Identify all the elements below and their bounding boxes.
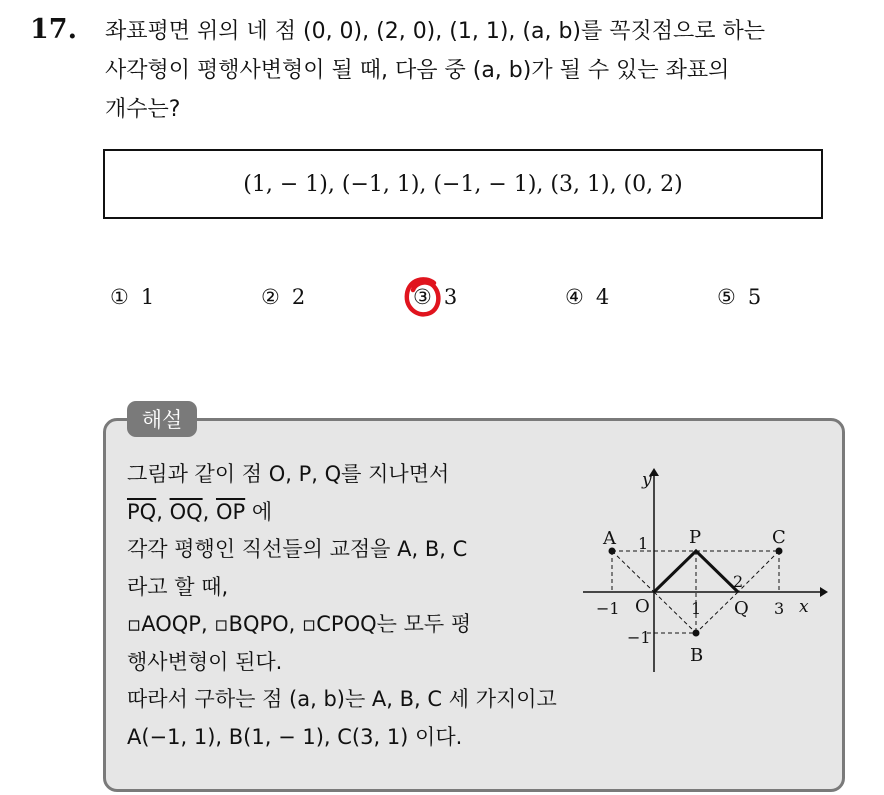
choice-mark: ② [261, 285, 280, 309]
tick-x-1: 1 [691, 599, 702, 618]
tick-x-3: 3 [774, 599, 785, 618]
question-line: 개수는? [105, 97, 181, 122]
triangle-opq [654, 551, 738, 592]
segment-op: $\overline{OP}$ [215, 499, 246, 524]
choice-value: 4 [595, 285, 610, 309]
choice-mark: ① [110, 285, 129, 309]
segment-separator: , [202, 499, 216, 524]
segment-oq: $\overline{OQ}$ [169, 499, 203, 524]
choice-2[interactable] [261, 285, 305, 309]
solution-line: 행사변형이 된다. [127, 649, 283, 674]
y-axis-label: y [642, 470, 652, 490]
solution-line: 따라서 구하는 점 (a, b)는 A, B, C 세 가지이고 [127, 687, 557, 711]
solution-line: A(−1, 1), B(1, − 1), C(3, 1) 이다. [127, 724, 463, 749]
label-a: A [603, 528, 616, 549]
label-c: C [772, 527, 786, 548]
choice-4[interactable] [565, 285, 609, 309]
point-b [693, 630, 700, 637]
segment-suffix: 에 [245, 499, 273, 524]
origin-label: O [635, 596, 650, 617]
tick-x-2: 2 [733, 572, 744, 591]
question-number: 17. [30, 14, 77, 45]
tick-y-1: 1 [638, 534, 649, 553]
choice-1[interactable] [110, 285, 154, 309]
solution-line: 그림과 같이 점 O, P, Q를 지나면서 [127, 462, 450, 486]
coordinate-list-box [103, 149, 823, 219]
choice-value: 3 [443, 285, 458, 309]
question-line: 사각형이 평행사변형이 될 때, 다음 중 (a, b)가 될 수 있는 좌표의 [105, 58, 730, 83]
x-axis-arrow [820, 587, 828, 597]
answer-circle-mark [403, 276, 443, 320]
solution-line: ▫AOQP, ▫BQPO, ▫CPOQ는 모두 평 [127, 612, 472, 636]
choice-value: 1 [140, 285, 155, 309]
choice-value: 2 [291, 285, 306, 309]
label-q: Q [734, 598, 749, 619]
choice-mark: ⑤ [717, 285, 736, 309]
question-line: 좌표평면 위의 네 점 (0, 0), (2, 0), (1, 1), (a, b)를 꼭짓점으로 하는 [105, 19, 765, 44]
tick-y-neg1: −1 [627, 628, 651, 647]
segment-separator: , [156, 499, 170, 524]
choice-mark: ③ [413, 285, 432, 309]
question-text [105, 12, 875, 129]
label-p: P [689, 527, 702, 548]
coordinate-list: (1, − 1), (−1, 1), (−1, − 1), (3, 1), (0, 2) [243, 171, 683, 197]
coordinate-graph [578, 462, 828, 672]
label-b: B [690, 645, 704, 666]
tick-x-neg1: −1 [596, 599, 620, 618]
point-c [776, 548, 783, 555]
choice-mark: ④ [565, 285, 584, 309]
choice-value: 5 [747, 285, 762, 309]
solution-line: 라고 할 때, [127, 574, 229, 599]
choice-5[interactable] [717, 285, 761, 309]
x-axis-label: x [799, 597, 809, 617]
solution-line: 각각 평행인 직선들의 교점을 A, B, C [127, 537, 468, 561]
solution-tag: 해설 [127, 401, 197, 437]
segment-pq: $\overline{PQ}$ [127, 499, 157, 524]
